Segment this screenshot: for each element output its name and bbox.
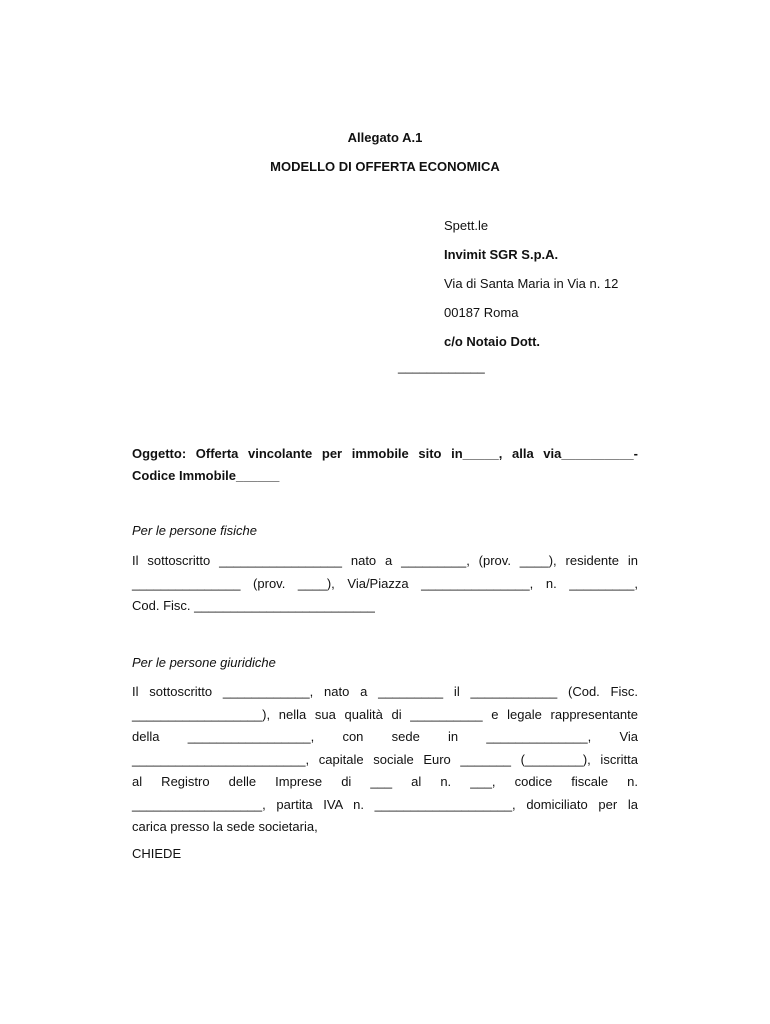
paragraph-line: ________________________, capitale sociale Euro _______ (________), iscritta <box>132 751 638 767</box>
recipient-city: 00187 Roma <box>444 305 519 320</box>
subject-block <box>132 443 638 487</box>
allegato-label: Allegato A.1 <box>347 130 423 145</box>
recipient-name: Invimit SGR S.p.A. <box>444 247 559 262</box>
natural-persons-paragraph <box>132 550 638 618</box>
legal-persons-paragraph <box>132 681 638 839</box>
paragraph-line: __________________, partita IVA n. ___________________, domiciliato per la <box>132 796 638 812</box>
paragraph-line: _______________ (prov. ____), Via/Piazza _______________, n. _________, <box>132 575 638 591</box>
paragraph-line: Cod. Fisc. _________________________ <box>132 598 375 613</box>
recipient-notary: c/o Notaio Dott. <box>444 334 541 349</box>
subject-line-2: Codice Immobile______ <box>132 468 280 483</box>
natural-persons-heading: Per le persone fisiche <box>132 523 258 538</box>
subject-line-1: Oggetto: Offerta vincolante per immobile sito in_____, alla via__________- <box>132 446 638 461</box>
legal-persons-heading: Per le persone giuridiche <box>132 655 276 670</box>
paragraph-line: Il sottoscritto _________________ nato a _________, (prov. ____), residente in <box>132 553 638 568</box>
paragraph-line: __________________), nella sua qualità di __________ e legale rappresentante <box>132 706 638 722</box>
recipient-notary-blank: ____________ <box>398 359 485 374</box>
closing-request: CHIEDE <box>132 846 182 861</box>
paragraph-line: Il sottoscritto ____________, nato a _________ il ____________ (Cod. Fisc. <box>132 684 638 699</box>
paragraph-line: carica presso la sede societaria, <box>132 819 318 834</box>
document-title: MODELLO DI OFFERTA ECONOMICA <box>270 159 500 174</box>
paragraph-line: della _________________, con sede in ______________, Via <box>132 729 638 744</box>
recipient-street: Via di Santa Maria in Via n. 12 <box>444 276 619 291</box>
paragraph-line: al Registro delle Imprese di ___ al n. ___, codice fiscale n. <box>132 774 638 789</box>
recipient-salutation: Spett.le <box>444 218 489 233</box>
